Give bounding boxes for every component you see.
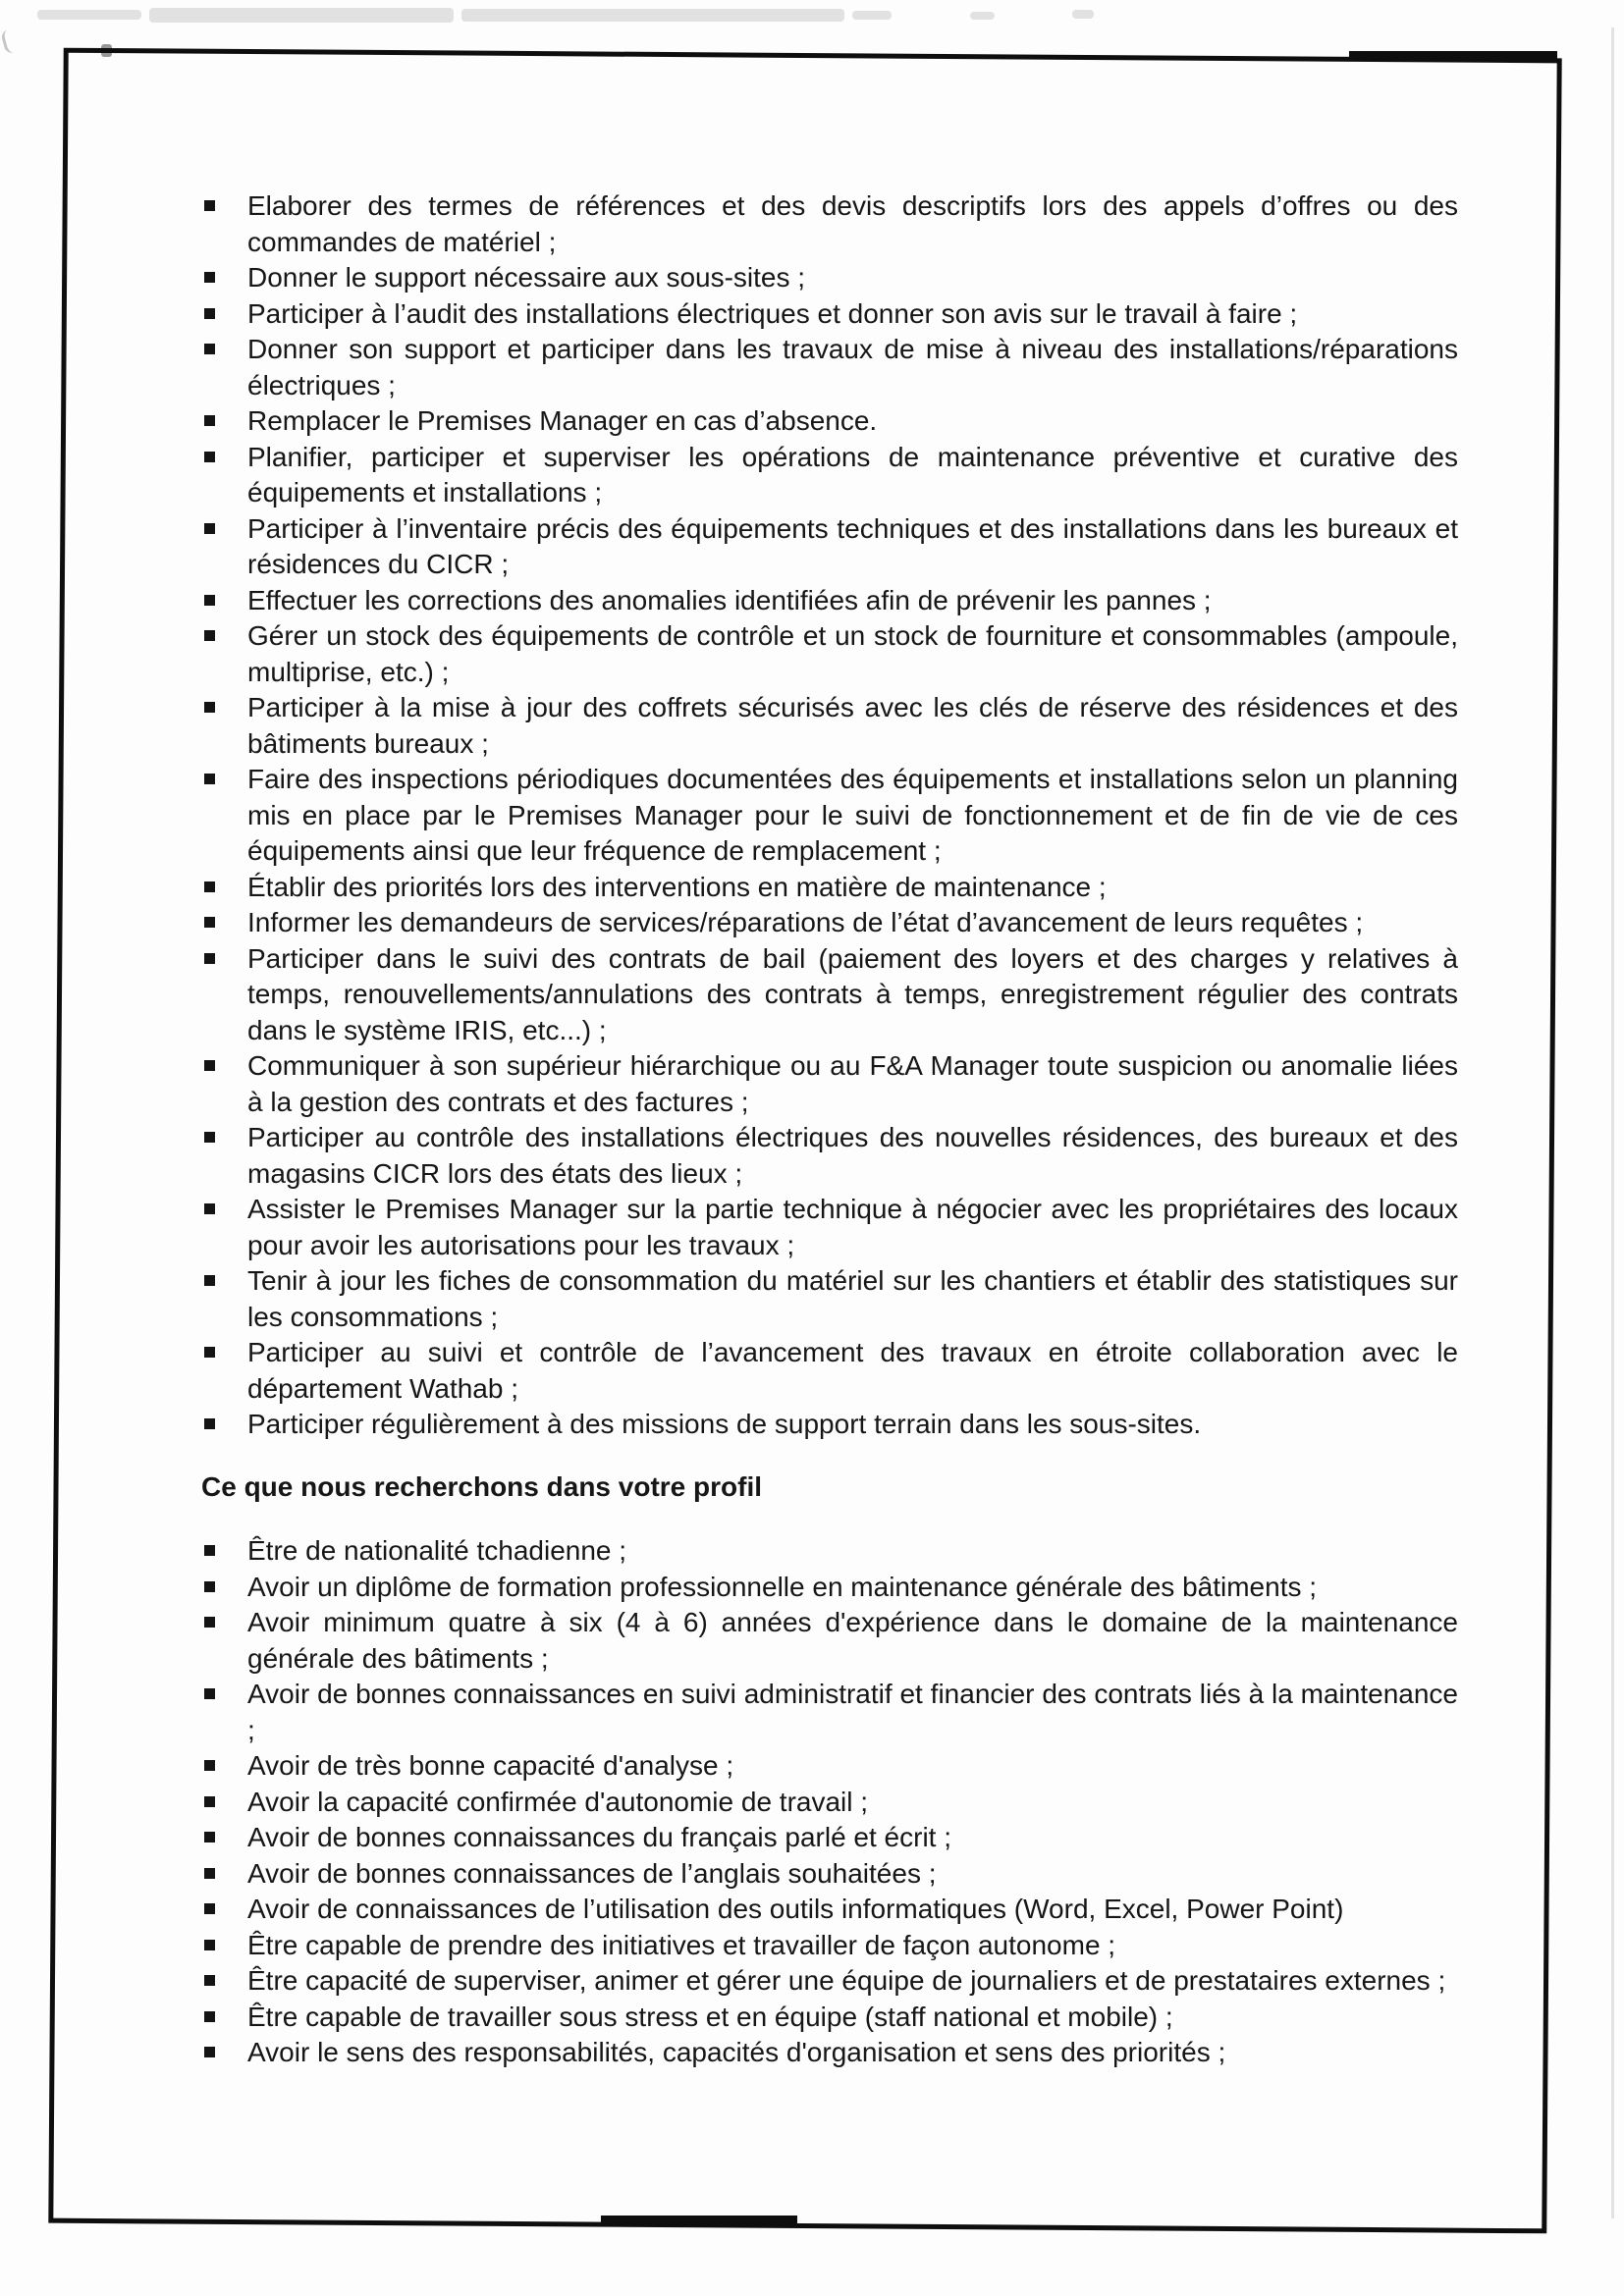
list-item xyxy=(201,2035,1458,2071)
bullet-square-icon xyxy=(204,452,215,462)
list-item xyxy=(201,1856,1458,1893)
list-item xyxy=(201,1928,1458,1964)
document-body xyxy=(201,188,1458,2071)
list-item xyxy=(201,1407,1458,1443)
bullet-square-icon xyxy=(204,1545,215,1556)
list-item-text: Avoir minimum quatre à six (4 à 6) années d'expérience dans le domaine de la maintenance générale des bâtiments ; xyxy=(247,1607,1458,1674)
list-item-text: Avoir de très bonne capacité d'analyse ; xyxy=(247,1750,734,1781)
bullet-square-icon xyxy=(204,1203,215,1214)
list-item-text: Gérer un stock des équipements de contrôle et un stock de fourniture et consommables (ampoule, multiprise, etc.) ; xyxy=(247,620,1458,687)
list-item xyxy=(201,1263,1458,1335)
list-item xyxy=(201,1820,1458,1856)
list-item-text: Donner son support et participer dans les travaux de mise à niveau des installations/réparations électriques ; xyxy=(247,334,1458,400)
list-item xyxy=(201,1963,1458,2000)
bullet-square-icon xyxy=(204,1132,215,1143)
scan-edge-line-artifact xyxy=(1611,27,1614,2218)
bullet-square-icon xyxy=(204,2011,215,2022)
scan-streak-artifact xyxy=(37,10,141,20)
list-item xyxy=(201,1048,1458,1120)
frame-bottom-thick-segment xyxy=(601,2216,797,2225)
bullet-square-icon xyxy=(204,308,215,319)
bullet-square-icon xyxy=(204,1418,215,1429)
bullet-square-icon xyxy=(204,774,215,784)
list-item xyxy=(201,332,1458,403)
list-item-text: Être capable de travailler sous stress et en équipe (staff national et mobile) ; xyxy=(247,2001,1173,2032)
list-item xyxy=(201,583,1458,619)
frame-top-thick-segment xyxy=(1349,51,1557,60)
list-item-text: Participer dans le suivi des contrats de bail (paiement des loyers et des charges y relatives à temps, renouvellements/annulations des contrats à temps, enregistrement régulier des contrats dans le système IRIS, etc...) ; xyxy=(247,942,1458,1045)
bullet-square-icon xyxy=(204,1975,215,1986)
list-item-text: Faire des inspections périodiques documentées des équipements et installations selon un planning mis en place par le Premises Manager pour le suivi de fonctionnement et de fin de vie de ces équipements ainsi que leur fréquence de remplacement ; xyxy=(247,764,1458,866)
section-heading-profile: Ce que nous recherchons dans votre profil xyxy=(201,1470,763,1502)
bullet-square-icon xyxy=(204,2047,215,2057)
list-item-text: Planifier, participer et superviser les opérations de maintenance préventive et curative des équipements et installations ; xyxy=(247,441,1458,507)
scan-streak-artifact xyxy=(149,8,454,23)
list-item-text: Remplacer le Premises Manager en cas d’absence. xyxy=(247,405,878,436)
list-item-text: Avoir de connaissances de l’utilisation des outils informatiques (Word, Excel, Power Point) xyxy=(247,1894,1344,1924)
list-item-text: Participer à la mise à jour des coffrets sécurisés avec les clés de réserve des résidences et des bâtiments bureaux ; xyxy=(247,692,1458,759)
list-item xyxy=(201,1677,1458,1748)
list-item xyxy=(201,690,1458,762)
list-item-text: Communiquer à son supérieur hiérarchique ou au F&A Manager toute suspicion ou anomalie liées à la gestion des contrats et des factures ; xyxy=(247,1050,1458,1117)
list-item-text: Informer les demandeurs de services/réparations de l’état d’avancement de leurs requêtes ; xyxy=(247,907,1364,937)
list-item xyxy=(201,618,1458,690)
bullet-square-icon xyxy=(204,595,215,606)
bullet-square-icon xyxy=(204,344,215,354)
list-item-text: Donner le support nécessaire aux sous-sites ; xyxy=(247,262,806,293)
list-item-text: Être capacité de superviser, animer et gérer une équipe de journaliers et de prestataires externes ; xyxy=(247,1965,1446,1996)
list-item xyxy=(201,1605,1458,1677)
bullet-square-icon xyxy=(204,272,215,283)
list-item-text: Avoir le sens des responsabilités, capacités d'organisation et sens des priorités ; xyxy=(247,2037,1226,2067)
list-item-text: Avoir de bonnes connaissances en suivi administratif et financier des contrats liés à la maintenance ; xyxy=(247,1679,1458,1745)
list-item xyxy=(201,511,1458,583)
list-item-text: Établir des priorités lors des interventions en matière de maintenance ; xyxy=(247,871,1107,902)
list-item-text: Avoir de bonnes connaissances du français parlé et écrit ; xyxy=(247,1822,952,1852)
list-item-text: Participer à l’audit des installations électriques et donner son avis sur le travail à faire ; xyxy=(247,297,1298,329)
scan-streak-artifact xyxy=(461,9,844,22)
list-item-text: Elaborer des termes de références et des devis descriptifs lors des appels d’offres ou des commandes de matériel ; xyxy=(247,190,1458,257)
scan-streak-artifact xyxy=(852,11,892,20)
list-item-text: Participer à l’inventaire précis des équipements techniques et des installations dans les bureaux et résidences du CICR ; xyxy=(247,512,1458,579)
bullet-square-icon xyxy=(204,1868,215,1879)
list-item-text: Participer au suivi et contrôle de l’avancement des travaux en étroite collaboration avec le département Wathab ; xyxy=(247,1337,1458,1404)
list-item xyxy=(201,1335,1458,1407)
list-item xyxy=(201,905,1458,941)
list-item-text: Être capable de prendre des initiatives et travailler de façon autonome ; xyxy=(247,1929,1116,1960)
bullet-square-icon xyxy=(204,1903,215,1914)
bullet-square-icon xyxy=(204,1617,215,1628)
list-item xyxy=(201,762,1458,870)
list-item xyxy=(201,870,1458,906)
scan-streak-artifact xyxy=(970,12,995,20)
bullet-square-icon xyxy=(204,1347,215,1358)
bullet-square-icon xyxy=(204,1760,215,1771)
list-item xyxy=(201,1120,1458,1192)
list-item xyxy=(201,1533,1458,1570)
list-item-text: Effectuer les corrections des anomalies identifiées afin de prévenir les pannes ; xyxy=(247,584,1212,615)
list-item-text: Avoir un diplôme de formation professionnelle en maintenance générale des bâtiments ; xyxy=(247,1571,1318,1602)
list-item xyxy=(201,1570,1458,1606)
list-item-text: Participer régulièrement à des missions de support terrain dans les sous-sites. xyxy=(247,1409,1202,1439)
bullet-square-icon xyxy=(204,953,215,964)
bullet-square-icon xyxy=(204,1940,215,1950)
bullet-square-icon xyxy=(204,1832,215,1842)
bullet-square-icon xyxy=(204,523,215,534)
bullet-square-icon xyxy=(204,1581,215,1592)
list-item xyxy=(201,2000,1458,2036)
scan-curl-artifact xyxy=(0,27,21,54)
bullet-square-icon xyxy=(204,881,215,892)
bullet-square-icon xyxy=(204,200,215,211)
bullet-square-icon xyxy=(204,1688,215,1699)
list-item xyxy=(201,188,1458,260)
list-item xyxy=(201,1785,1458,1821)
list-item xyxy=(201,1892,1458,1928)
bullet-square-icon xyxy=(204,917,215,928)
list-item-text: Avoir la capacité confirmée d'autonomie de travail ; xyxy=(247,1786,869,1817)
list-item-text: Avoir de bonnes connaissances de l’anglais souhaitées ; xyxy=(247,1857,937,1889)
bullet-square-icon xyxy=(204,630,215,641)
list-item xyxy=(201,941,1458,1049)
bullet-square-icon xyxy=(204,415,215,426)
scan-streak-artifact xyxy=(1072,10,1094,19)
bullet-square-icon xyxy=(204,702,215,713)
list-item xyxy=(201,296,1458,333)
bullet-square-icon xyxy=(204,1275,215,1286)
bullet-square-icon xyxy=(204,1796,215,1807)
list-item-text: Tenir à jour les fiches de consommation du matériel sur les chantiers et établir des statistiques sur les consommations ; xyxy=(247,1265,1458,1332)
list-item xyxy=(201,1748,1458,1785)
list-item-text: Assister le Premises Manager sur la partie technique à négocier avec les propriétaires des locaux pour avoir les autorisations pour les travaux ; xyxy=(247,1194,1458,1260)
list-item xyxy=(201,440,1458,511)
list-item xyxy=(201,403,1458,440)
bullet-square-icon xyxy=(204,1060,215,1071)
list-item xyxy=(201,260,1458,296)
list-item xyxy=(201,1192,1458,1263)
list-item-text: Être de nationalité tchadienne ; xyxy=(247,1535,627,1566)
list-item-text: Participer au contrôle des installations électriques des nouvelles résidences, des bureaux et des magasins CICR lors des états des lieux ; xyxy=(247,1122,1458,1189)
